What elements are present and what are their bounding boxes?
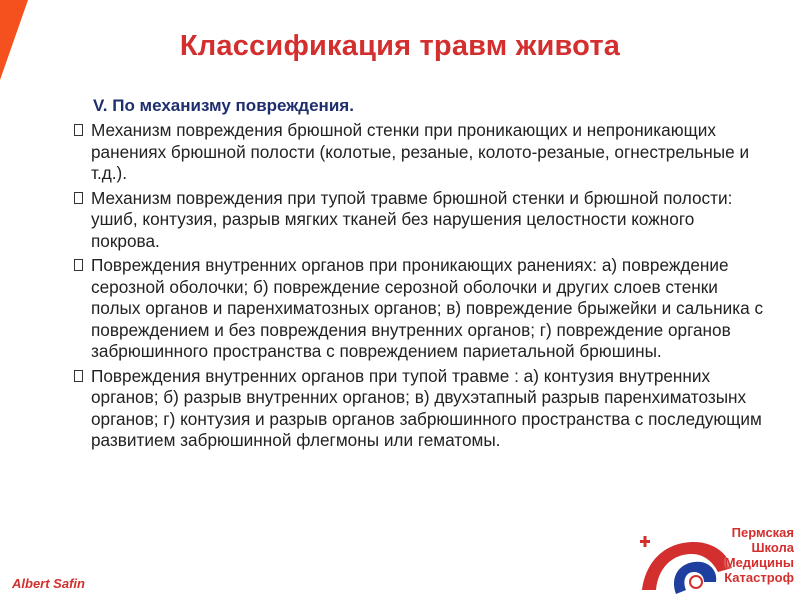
author-signature: Albert Safin — [12, 576, 85, 591]
bullet-item — [74, 366, 764, 452]
logo-line: Школа — [751, 540, 794, 555]
bullet-item — [74, 255, 764, 363]
logo-line: Пермская — [731, 525, 794, 540]
bullet-list — [74, 120, 764, 455]
logo-line: Катастроф — [724, 570, 794, 585]
logo-text — [724, 525, 794, 585]
section-subtitle: V. По механизму повреждения. — [93, 96, 354, 115]
slide-title: Классификация травм живота — [179, 30, 621, 62]
square-bullet-icon — [74, 124, 83, 136]
bullet-item — [74, 188, 764, 253]
logo-line: Медицины — [724, 555, 794, 570]
bullet-item — [74, 120, 764, 185]
bullet-text: Повреждения внутренних органов при тупой травме : а) контузия внутренних органов; б) разрыв внутренних органов; в) двухэтапный разрыв паренхиматозынх органов; г) контузия и разрыв органов забрюшинного пространства с последующим развитием забрюшинной флегмоны или гематомы. — [91, 365, 762, 450]
bullet-text: Повреждения внутренних органов при проникающих ранениях: а) повреждение серозной оболочки; б) повреждение серозной оболочки и других слоев стенки полых органов и паренхиматозных органов; в) повреждение брыжейки и сальника с повреждением и без повреждения внутренних органов; г) повреждение органов забрюшинного пространства с повреждением париетальной брюшины. — [91, 255, 764, 361]
bullet-text: Механизм повреждения при тупой травме брюшной стенки и брюшной полости: ушиб, контузия, разрыв мягких тканей без нарушения целостности кожного покрова. — [91, 187, 733, 251]
bullet-text: Механизм повреждения брюшной стенки при проникающих и непроникающих ранениях брюшной полости (колотые, резаные, колото-резаные, огнестрельные и т.д.). — [91, 120, 750, 183]
square-bullet-icon — [74, 259, 83, 271]
square-bullet-icon — [74, 192, 83, 204]
square-bullet-icon — [74, 370, 83, 382]
